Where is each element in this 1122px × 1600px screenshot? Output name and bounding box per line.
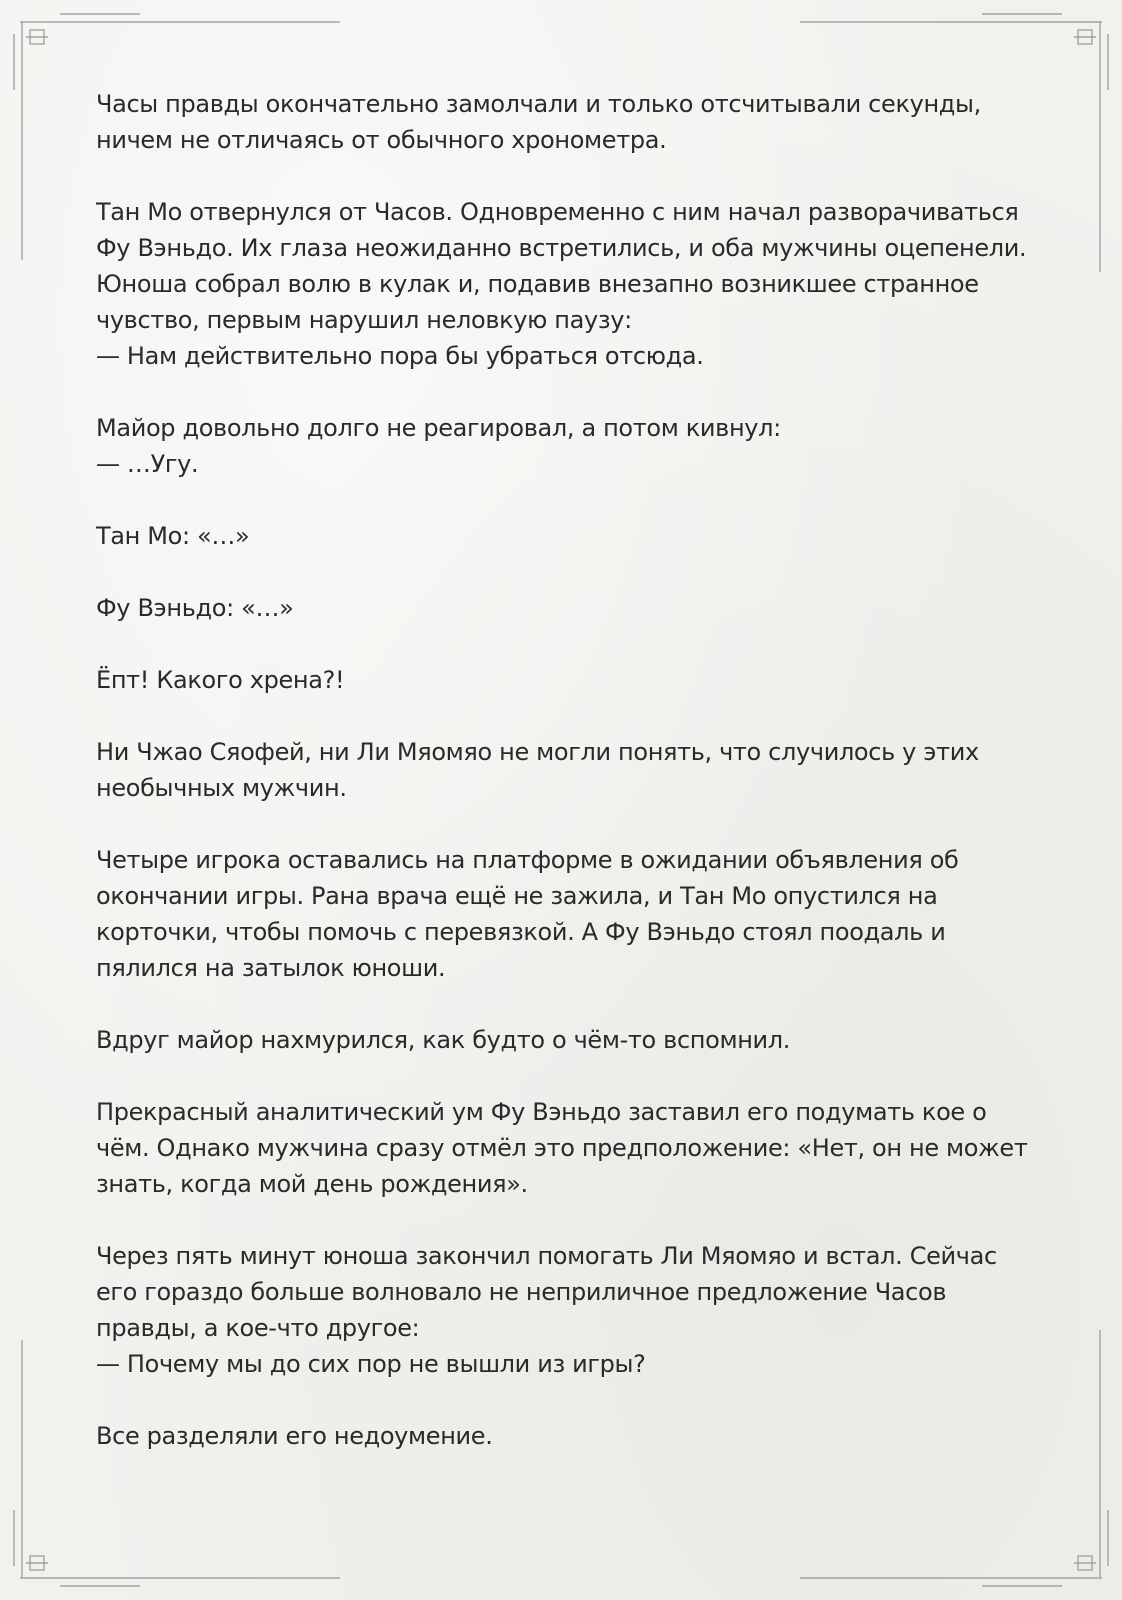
text-line: Все разделяли его недоумение. bbox=[96, 1422, 493, 1450]
text-line: Ни Чжао Сяофей, ни Ли Мяомяо не могли понять, что случилось у этих bbox=[96, 738, 979, 766]
text-line: правды, а кое-что другое: bbox=[96, 1314, 420, 1342]
text-line: окончании игры. Рана врача ещё не зажила, и Тан Мо опустился на bbox=[96, 882, 938, 910]
text-line: Тан Мо: «…» bbox=[96, 522, 250, 550]
text-line: Тан Мо отвернулся от Часов. Одновременно с ним начал разворачиваться bbox=[96, 198, 1019, 226]
paragraph bbox=[96, 662, 1026, 698]
text-line: Фу Вэньдо. Их глаза неожиданно встретились, и оба мужчины оцепенели. bbox=[96, 234, 1027, 262]
text-line: Прекрасный аналитический ум Фу Вэньдо заставил его подумать кое о bbox=[96, 1098, 987, 1126]
dialogue-line: — Почему мы до сих пор не вышли из игры? bbox=[96, 1350, 646, 1378]
text-line: Майор довольно долго не реагировал, а потом кивнул: bbox=[96, 414, 781, 442]
paragraph bbox=[96, 410, 1026, 482]
text-line: необычных мужчин. bbox=[96, 774, 347, 802]
text-line: Юноша собрал волю в кулак и, подавив внезапно возникшее странное bbox=[96, 270, 979, 298]
paragraph bbox=[96, 590, 1026, 626]
text-line: Через пять минут юноша закончил помогать Ли Мяомяо и встал. Сейчас bbox=[96, 1242, 997, 1270]
text-line: Часы правды окончательно замолчали и только отсчитывали секунды, bbox=[96, 90, 981, 118]
paragraph bbox=[96, 842, 1026, 986]
dialogue-line: — Нам действительно пора бы убраться отсюда. bbox=[96, 342, 704, 370]
paragraph bbox=[96, 1418, 1026, 1454]
paragraph bbox=[96, 518, 1026, 554]
paragraph bbox=[96, 1094, 1026, 1202]
text-line: его гораздо больше волновало не неприличное предложение Часов bbox=[96, 1278, 947, 1306]
text-line: знать, когда мой день рождения». bbox=[96, 1170, 528, 1198]
document-body bbox=[96, 86, 1026, 1490]
text-line: Ёпт! Какого хрена?! bbox=[96, 666, 345, 694]
paragraph bbox=[96, 86, 1026, 158]
paragraph bbox=[96, 194, 1026, 374]
text-line: чём. Однако мужчина сразу отмёл это предположение: «Нет, он не может bbox=[96, 1134, 1028, 1162]
dialogue-line: — …Угу. bbox=[96, 450, 199, 478]
text-line: Вдруг майор нахмурился, как будто о чём-то вспомнил. bbox=[96, 1026, 791, 1054]
text-line: Четыре игрока оставались на платформе в ожидании объявления об bbox=[96, 846, 959, 874]
text-line: Фу Вэньдо: «…» bbox=[96, 594, 294, 622]
text-line: ничем не отличаясь от обычного хронометра. bbox=[96, 126, 667, 154]
text-line: пялился на затылок юноши. bbox=[96, 954, 446, 982]
paragraph bbox=[96, 1238, 1026, 1382]
paragraph bbox=[96, 1022, 1026, 1058]
text-line: чувство, первым нарушил неловкую паузу: bbox=[96, 306, 632, 334]
paragraph bbox=[96, 734, 1026, 806]
text-line: корточки, чтобы помочь с перевязкой. А Фу Вэньдо стоял поодаль и bbox=[96, 918, 946, 946]
